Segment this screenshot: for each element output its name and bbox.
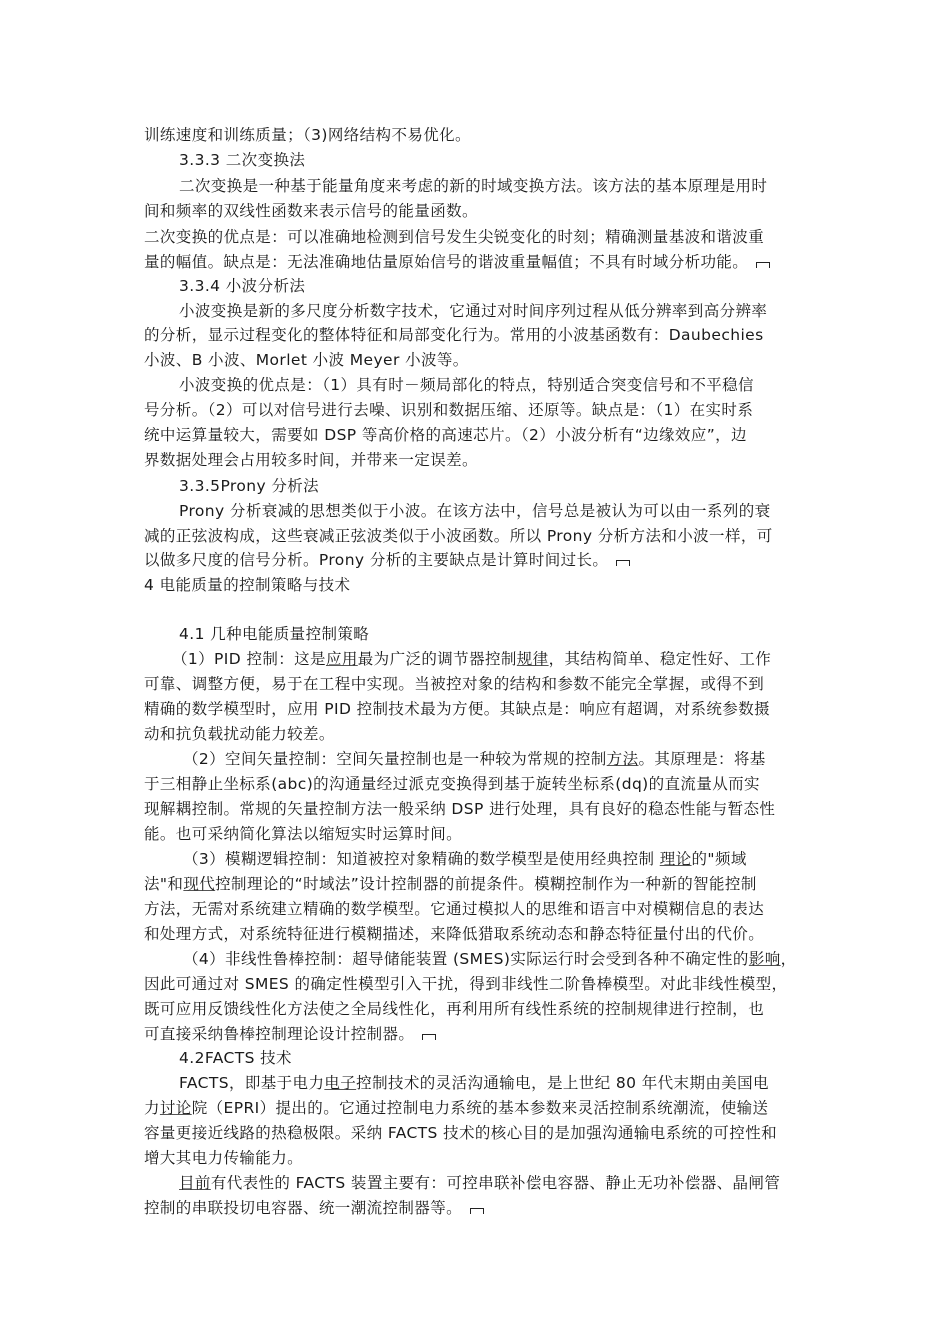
text-line: 现解耦控制。常规的矢量控制方法一般采纳 DSP 进行处理，具有良好的稳态性能与暂态性 xyxy=(144,800,776,818)
paragraph-return-icon xyxy=(470,1205,484,1215)
text-line: 方法，无需对系统建立精确的数学模型。它通过模拟人的思维和语言中对模糊信息的表达 xyxy=(144,900,765,918)
text-line: 小波变换的优点是：（1）具有时－频局部化的特点，特别适合突变信号和不平稳信 xyxy=(179,376,754,394)
text-line: 容量更接近线路的热稳极限。采纳 FACTS 技术的核心目的是加强沟通输电系统的可控性和 xyxy=(144,1124,778,1142)
text-line: 精确的数学模型时，应用 PID 控制技术最为方便。其缺点是：响应有超调，对系统参数摄 xyxy=(144,700,771,718)
text-line: 控制的串联投切电容器、统一潮流控制器等。 xyxy=(144,1196,484,1220)
underlined-word: 现代 xyxy=(183,875,216,893)
underlined-word: 讨论 xyxy=(159,1099,192,1117)
text-line: 二次变换是一种基于能量角度来考虑的新的时域变换方法。该方法的基本原理是用时 xyxy=(179,177,768,195)
text-line: 因此可通过对 SMES 的确定性模型引入干扰，得到非线性二阶鲁棒模型。对此非线性模型， xyxy=(144,975,788,993)
text-line: 可靠、调整方便，易于在工程中实现。当被控对象的结构和参数不能完全掌握，或得不到 xyxy=(144,675,765,693)
underlined-word: 方法 xyxy=(606,750,639,768)
text-line: 法"和现代控制理论的“时域法”设计控制器的前提条件。模糊控制作为一种新的智能控制 xyxy=(144,875,757,893)
text-line: 统中运算量较大，需要如 DSP 等高价格的高速芯片。（2）小波分析有“边缘效应”，边 xyxy=(144,426,747,444)
section-heading-4: 4 电能质量的控制策略与技术 xyxy=(144,576,351,594)
text-line: （1）PID 控制：这是应用最为广泛的调节器控制规律，其结构简单、稳定性好、工作 xyxy=(172,650,772,668)
text-line: 二次变换的优点是：可以准确地检测到信号发生尖锐变化的时刻；精确测量基波和谐波重 xyxy=(144,228,765,246)
text-line: 动和抗负载扰动能力较差。 xyxy=(144,725,335,743)
paragraph-return-icon xyxy=(756,259,770,269)
text-line: Prony 分析衰减的思想类似于小波。在该方法中，信号总是被认为可以由一系列的衰 xyxy=(179,502,771,520)
underlined-word: 电子 xyxy=(324,1074,357,1092)
text-line: 目前有代表性的 FACTS 装置主要有：可控串联补偿电容器、静止无功补偿器、晶闸管 xyxy=(179,1174,781,1192)
text-line: 训练速度和训练质量；（3)网络结构不易优化。 xyxy=(144,126,471,144)
underlined-word: 应用 xyxy=(325,650,358,668)
text-line: （4）非线性鲁棒控制：超导储能装置 (SMES)实际运行时会受到各种不确定性的影响， xyxy=(183,950,797,968)
text-line: 小波变换是新的多尺度分析数字技术，它通过对时间序列过程从低分辨率到高分辨率 xyxy=(179,302,768,320)
text-line: 可直接采纳鲁棒控制理论设计控制器。 xyxy=(144,1022,436,1046)
section-heading-3-3-4: 3.3.4 小波分析法 xyxy=(179,277,306,295)
text-line: FACTS，即基于电力电子控制技术的灵活沟通输电，是上世纪 80 年代末期由美国电 xyxy=(179,1074,769,1092)
underlined-word: 目前 xyxy=(179,1174,211,1192)
text-line: 力讨论院（EPRI）提出的。它通过控制电力系统的基本参数来灵活控制系统潮流，使输送 xyxy=(144,1099,769,1117)
section-heading-3-3-3: 3.3.3 二次变换法 xyxy=(179,151,306,169)
text-line: 小波、B 小波、Morlet 小波 Meyer 小波等。 xyxy=(144,351,469,369)
text-line: 能。也可采纳简化算法以缩短实时运算时间。 xyxy=(144,825,463,843)
text-line: 于三相静止坐标系(abc)的沟通量经过派克变换得到基于旋转坐标系(dq)的直流量从而实 xyxy=(144,775,760,793)
section-heading-4-1: 4.1 几种电能质量控制策略 xyxy=(179,625,370,643)
paragraph-return-icon xyxy=(616,557,630,567)
text-line: （3）模糊逻辑控制：知道被控对象精确的数学模型是使用经典控制 理论的"频域 xyxy=(183,850,747,868)
section-heading-4-2: 4.2FACTS 技术 xyxy=(179,1049,292,1067)
text-line: 号分析。（2）可以对信号进行去噪、识别和数据压缩、还原等。缺点是：（1）在实时系 xyxy=(144,401,754,419)
text-line: 以做多尺度的信号分析。Prony 分析的主要缺点是计算时间过长。 xyxy=(144,548,630,572)
text-line: 界数据处理会占用较多时间，并带来一定误差。 xyxy=(144,451,478,469)
text-line: 和处理方式，对系统特征进行模糊描述，来降低猎取系统动态和静态特征量付出的代价。 xyxy=(144,925,765,943)
underlined-word: 规律 xyxy=(516,650,549,668)
underlined-word: 理论 xyxy=(659,850,692,868)
underlined-word: 影响 xyxy=(748,950,781,968)
text-line: 既可应用反馈线性化方法使之全局线性化，再利用所有线性系统的控制规律进行控制，也 xyxy=(144,1000,765,1018)
text-line: 增大其电力传输能力。 xyxy=(144,1149,304,1167)
text-line: 减的正弦波构成，这些衰减正弦波类似于小波函数。所以 Prony 分析方法和小波一样，可 xyxy=(144,527,773,545)
paragraph-return-icon xyxy=(422,1031,436,1041)
text-line: 量的幅值。缺点是：无法准确地估量原始信号的谐波重量幅值；不具有时域分析功能。 xyxy=(144,250,770,274)
text-line: 的分析，显示过程变化的整体特征和局部变化行为。常用的小波基函数有：Daubechies xyxy=(144,326,764,344)
text-line: 间和频率的双线性函数来表示信号的能量函数。 xyxy=(144,202,478,220)
section-heading-3-3-5: 3.3.5Prony 分析法 xyxy=(179,477,320,495)
text-line: （2）空间矢量控制：空间矢量控制也是一种较为常规的控制方法。其原理是：将基 xyxy=(183,750,766,768)
